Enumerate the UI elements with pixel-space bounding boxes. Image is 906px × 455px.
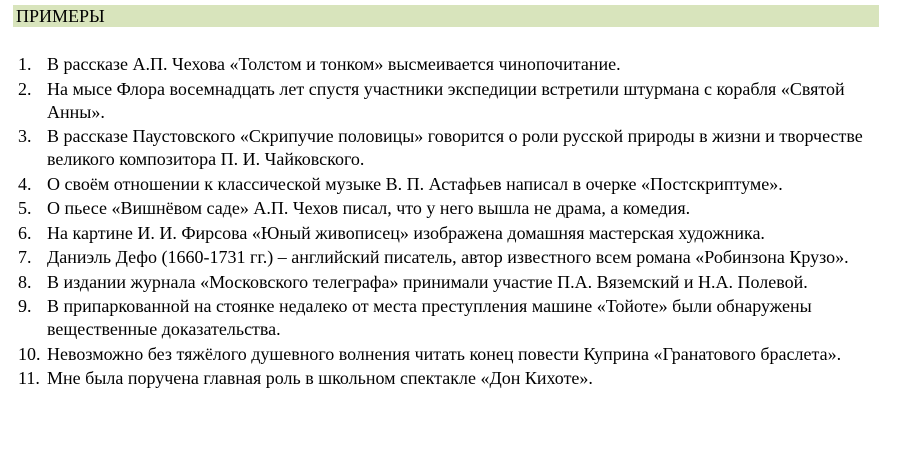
examples-list: [0, 53, 906, 392]
list-item: [0, 173, 906, 196]
list-item-text: На картине И. И. Фирсова «Юный живописец» изображена домашняя мастерская художника.: [47, 222, 765, 243]
list-item-text: В издании журнала «Московского телеграфа» принимали участие П.А. Вяземский и Н.А. Полевой.: [47, 271, 808, 292]
list-item-number: 6.: [18, 222, 32, 243]
list-item-number: 4.: [18, 173, 32, 194]
list-item: [0, 222, 906, 245]
list-item-text: В припаркованной на стоянке недалеко от места преступления машине «Тойоте» были обнаружены вещественные доказательства.: [47, 296, 812, 339]
list-item-text: О пьесе «Вишнёвом саде» А.П. Чехов писал, что у него вышла не драма, а комедия.: [47, 198, 691, 218]
list-item-text: Невозможно без тяжёлого душевного волнения читать конец повести Куприна «Гранатового браслета».: [47, 343, 842, 364]
list-item-number: 8.: [18, 271, 32, 292]
list-item-number: 7.: [18, 247, 32, 267]
list-item-number: 11.: [18, 368, 40, 388]
list-item-number: 9.: [18, 296, 32, 316]
list-item: [0, 246, 906, 269]
heading-title: ПРИМЕРЫ: [16, 6, 105, 26]
list-item-number: 5.: [18, 198, 32, 218]
list-item-text: На мысе Флора восемнадцать лет спустя участники экспедиции встретили штурмана с корабля «Святой Анны».: [47, 78, 845, 122]
list-item: [0, 295, 906, 341]
list-item: [0, 125, 906, 171]
list-item-number: 2.: [18, 78, 32, 99]
section-heading: [13, 5, 879, 27]
list-item: [0, 343, 906, 366]
list-item-text: В рассказе А.П. Чехова «Толстом и тонком» высмеивается чинопочитание.: [47, 54, 621, 74]
list-item-number: 1.: [18, 54, 32, 74]
list-item: [0, 53, 906, 76]
list-item-text: Мне была поручена главная роль в школьном спектакле «Дон Кихоте».: [47, 368, 593, 388]
list-item: [0, 271, 906, 294]
list-item: [0, 197, 906, 220]
list-item-number: 3.: [18, 126, 32, 146]
list-item-text: О своём отношении к классической музыке В. П. Астафьев написал в очерке «Постскриптуме».: [47, 173, 783, 194]
list-item-text: В рассказе Паустовского «Скрипучие половицы» говорится о роли русской природы в жизни и творчестве великого композитора П. И. Чайковского.: [47, 126, 863, 169]
list-item-number: 10.: [18, 343, 41, 364]
list-item: [0, 78, 906, 124]
list-item: [0, 367, 906, 390]
list-item-text: Даниэль Дефо (1660-1731 гг.) – английский писатель, автор известного всем романа «Робинзона Крузо».: [47, 247, 849, 267]
